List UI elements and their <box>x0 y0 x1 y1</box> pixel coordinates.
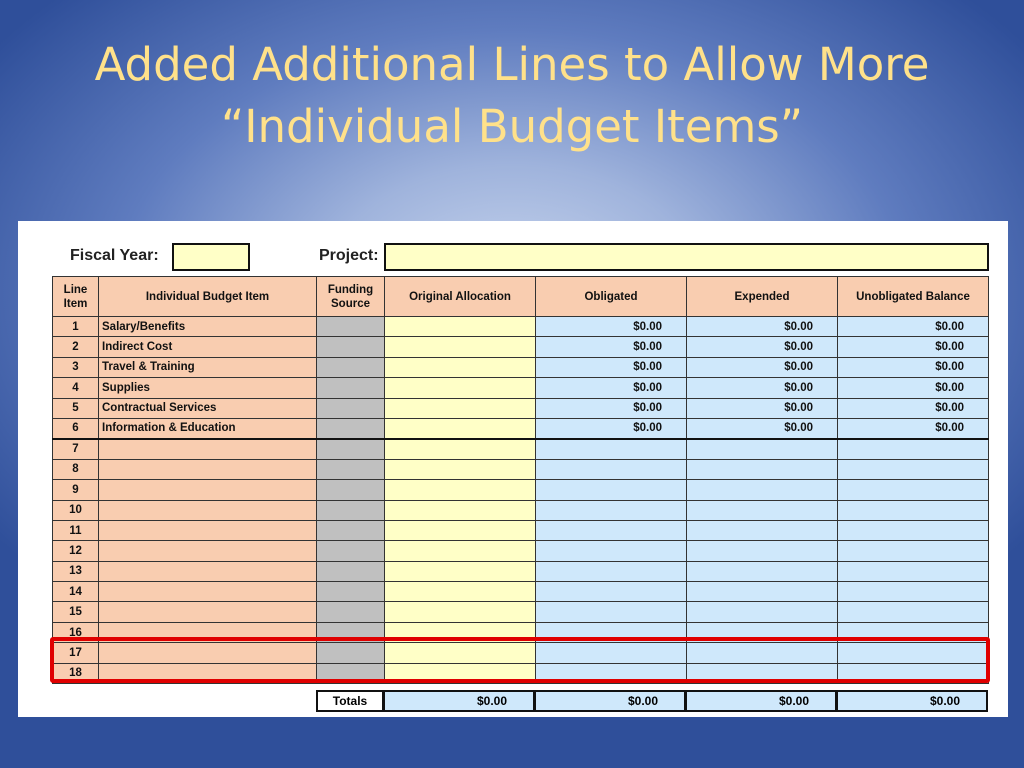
funding-source-cell[interactable] <box>317 643 385 663</box>
line-number-cell: 4 <box>53 378 99 398</box>
obligated-cell <box>536 602 687 622</box>
line-number-cell: 9 <box>53 480 99 500</box>
project-label: Project: <box>319 247 379 264</box>
original-allocation-cell[interactable] <box>385 643 536 663</box>
header-line-item: Line Item <box>53 277 99 317</box>
original-allocation-cell[interactable] <box>385 398 536 418</box>
budget-table <box>52 276 989 684</box>
expended-cell: $0.00 <box>687 337 838 357</box>
table-row <box>53 480 989 500</box>
expended-cell <box>687 459 838 479</box>
obligated-cell: $0.00 <box>536 418 687 438</box>
totals-label: Totals <box>316 690 384 712</box>
unobligated-balance-cell: $0.00 <box>838 398 989 418</box>
original-allocation-cell[interactable] <box>385 418 536 438</box>
obligated-cell: $0.00 <box>536 357 687 377</box>
table-row <box>53 378 989 398</box>
funding-source-cell[interactable] <box>317 582 385 602</box>
original-allocation-cell[interactable] <box>385 378 536 398</box>
totals-expended: $0.00 <box>686 690 837 712</box>
unobligated-balance-cell <box>838 602 989 622</box>
obligated-cell <box>536 582 687 602</box>
obligated-cell: $0.00 <box>536 398 687 418</box>
unobligated-balance-cell <box>838 541 989 561</box>
expended-cell <box>687 480 838 500</box>
funding-source-cell[interactable] <box>317 317 385 337</box>
funding-source-cell[interactable] <box>317 561 385 581</box>
obligated-cell <box>536 541 687 561</box>
line-number-cell: 3 <box>53 357 99 377</box>
funding-source-cell[interactable] <box>317 459 385 479</box>
budget-item-cell[interactable]: Salary/Benefits <box>99 317 317 337</box>
header-obligated: Obligated <box>536 277 687 317</box>
funding-source-cell[interactable] <box>317 439 385 459</box>
obligated-cell <box>536 459 687 479</box>
expended-cell <box>687 622 838 642</box>
line-number-cell: 1 <box>53 317 99 337</box>
unobligated-balance-cell <box>838 622 989 642</box>
budget-item-cell[interactable] <box>99 561 317 581</box>
expended-cell: $0.00 <box>687 317 838 337</box>
expended-cell <box>687 561 838 581</box>
original-allocation-cell[interactable] <box>385 520 536 540</box>
funding-source-cell[interactable] <box>317 378 385 398</box>
unobligated-balance-cell <box>838 582 989 602</box>
original-allocation-cell[interactable] <box>385 622 536 642</box>
totals-obligated: $0.00 <box>535 690 686 712</box>
budget-rows <box>53 317 989 684</box>
unobligated-balance-cell <box>838 459 989 479</box>
table-row <box>53 398 989 418</box>
original-allocation-cell[interactable] <box>385 582 536 602</box>
table-row <box>53 317 989 337</box>
expended-cell <box>687 439 838 459</box>
unobligated-balance-cell <box>838 520 989 540</box>
unobligated-balance-cell: $0.00 <box>838 378 989 398</box>
budget-item-cell[interactable]: Indirect Cost <box>99 337 317 357</box>
funding-source-cell[interactable] <box>317 357 385 377</box>
table-row <box>53 520 989 540</box>
obligated-cell <box>536 520 687 540</box>
budget-item-cell[interactable]: Travel & Training <box>99 357 317 377</box>
table-row <box>53 337 989 357</box>
funding-source-cell[interactable] <box>317 337 385 357</box>
table-row <box>53 459 989 479</box>
obligated-cell <box>536 439 687 459</box>
unobligated-balance-cell: $0.00 <box>838 337 989 357</box>
table-row <box>53 663 989 683</box>
budget-item-cell[interactable] <box>99 480 317 500</box>
slide-title-line-2: “Individual Budget Items” <box>220 100 804 153</box>
funding-source-cell[interactable] <box>317 500 385 520</box>
unobligated-balance-cell <box>838 500 989 520</box>
funding-source-cell[interactable] <box>317 602 385 622</box>
unobligated-balance-cell <box>838 643 989 663</box>
line-number-cell: 16 <box>53 622 99 642</box>
original-allocation-cell[interactable] <box>385 541 536 561</box>
table-row <box>53 622 989 642</box>
expended-cell: $0.00 <box>687 378 838 398</box>
table-row <box>53 643 989 663</box>
budget-item-cell[interactable] <box>99 602 317 622</box>
unobligated-balance-cell: $0.00 <box>838 317 989 337</box>
budget-item-cell[interactable] <box>99 643 317 663</box>
budget-item-cell[interactable] <box>99 622 317 642</box>
expended-cell: $0.00 <box>687 418 838 438</box>
budget-item-cell[interactable] <box>99 439 317 459</box>
original-allocation-cell[interactable] <box>385 439 536 459</box>
unobligated-balance-cell <box>838 439 989 459</box>
expended-cell <box>687 643 838 663</box>
expended-cell <box>687 541 838 561</box>
fiscal-year-field[interactable] <box>172 243 250 271</box>
unobligated-balance-cell <box>838 663 989 683</box>
expended-cell <box>687 602 838 622</box>
original-allocation-cell[interactable] <box>385 602 536 622</box>
line-number-cell: 7 <box>53 439 99 459</box>
budget-item-cell[interactable]: Information & Education <box>99 418 317 438</box>
slide-title-line-1: Added Additional Lines to Allow More <box>94 38 930 91</box>
unobligated-balance-cell: $0.00 <box>838 357 989 377</box>
header-funding-source: Funding Source <box>317 277 385 317</box>
obligated-cell <box>536 643 687 663</box>
obligated-cell: $0.00 <box>536 317 687 337</box>
original-allocation-cell[interactable] <box>385 337 536 357</box>
original-allocation-cell[interactable] <box>385 500 536 520</box>
table-row <box>53 500 989 520</box>
funding-source-cell[interactable] <box>317 398 385 418</box>
expended-cell: $0.00 <box>687 357 838 377</box>
obligated-cell <box>536 480 687 500</box>
totals-row <box>316 690 988 712</box>
funding-source-cell[interactable] <box>317 541 385 561</box>
line-number-cell: 2 <box>53 337 99 357</box>
totals-unobligated-balance: $0.00 <box>837 690 988 712</box>
expended-cell <box>687 520 838 540</box>
original-allocation-cell[interactable] <box>385 663 536 683</box>
original-allocation-cell[interactable] <box>385 480 536 500</box>
budget-sheet-image <box>18 221 1008 717</box>
table-row <box>53 602 989 622</box>
line-number-cell: 10 <box>53 500 99 520</box>
table-row <box>53 418 989 438</box>
table-row <box>53 357 989 377</box>
line-number-cell: 11 <box>53 520 99 540</box>
funding-source-cell[interactable] <box>317 622 385 642</box>
line-number-cell: 14 <box>53 582 99 602</box>
line-number-cell: 17 <box>53 643 99 663</box>
funding-source-cell[interactable] <box>317 480 385 500</box>
obligated-cell: $0.00 <box>536 378 687 398</box>
header-original-allocation: Original Allocation <box>385 277 536 317</box>
header-budget-item: Individual Budget Item <box>99 277 317 317</box>
budget-item-cell[interactable] <box>99 541 317 561</box>
header-unobligated-balance: Unobligated Balance <box>838 277 989 317</box>
original-allocation-cell[interactable] <box>385 317 536 337</box>
line-number-cell: 13 <box>53 561 99 581</box>
expended-cell <box>687 663 838 683</box>
table-header-row <box>53 277 989 317</box>
funding-source-cell[interactable] <box>317 663 385 683</box>
table-row <box>53 541 989 561</box>
unobligated-balance-cell <box>838 480 989 500</box>
line-number-cell: 12 <box>53 541 99 561</box>
funding-source-cell[interactable] <box>317 418 385 438</box>
line-number-cell: 18 <box>53 663 99 683</box>
original-allocation-cell[interactable] <box>385 357 536 377</box>
table-row <box>53 561 989 581</box>
slide-title <box>0 34 1024 158</box>
unobligated-balance-cell <box>838 561 989 581</box>
table-row <box>53 582 989 602</box>
funding-source-cell[interactable] <box>317 520 385 540</box>
budget-item-cell[interactable] <box>99 582 317 602</box>
header-expended: Expended <box>687 277 838 317</box>
original-allocation-cell[interactable] <box>385 459 536 479</box>
obligated-cell <box>536 622 687 642</box>
obligated-cell: $0.00 <box>536 337 687 357</box>
line-number-cell: 5 <box>53 398 99 418</box>
expended-cell <box>687 500 838 520</box>
unobligated-balance-cell: $0.00 <box>838 418 989 438</box>
expended-cell: $0.00 <box>687 398 838 418</box>
budget-item-cell[interactable] <box>99 459 317 479</box>
table-row <box>53 439 989 459</box>
budget-item-cell[interactable] <box>99 520 317 540</box>
line-number-cell: 15 <box>53 602 99 622</box>
obligated-cell <box>536 561 687 581</box>
totals-original-allocation: $0.00 <box>384 690 535 712</box>
fiscal-year-label: Fiscal Year: <box>70 247 159 264</box>
obligated-cell <box>536 663 687 683</box>
expended-cell <box>687 582 838 602</box>
line-number-cell: 6 <box>53 418 99 438</box>
project-field[interactable] <box>384 243 989 271</box>
budget-item-cell[interactable] <box>99 500 317 520</box>
budget-item-cell[interactable]: Contractual Services <box>99 398 317 418</box>
budget-item-cell[interactable]: Supplies <box>99 378 317 398</box>
line-number-cell: 8 <box>53 459 99 479</box>
budget-item-cell[interactable] <box>99 663 317 683</box>
original-allocation-cell[interactable] <box>385 561 536 581</box>
obligated-cell <box>536 500 687 520</box>
